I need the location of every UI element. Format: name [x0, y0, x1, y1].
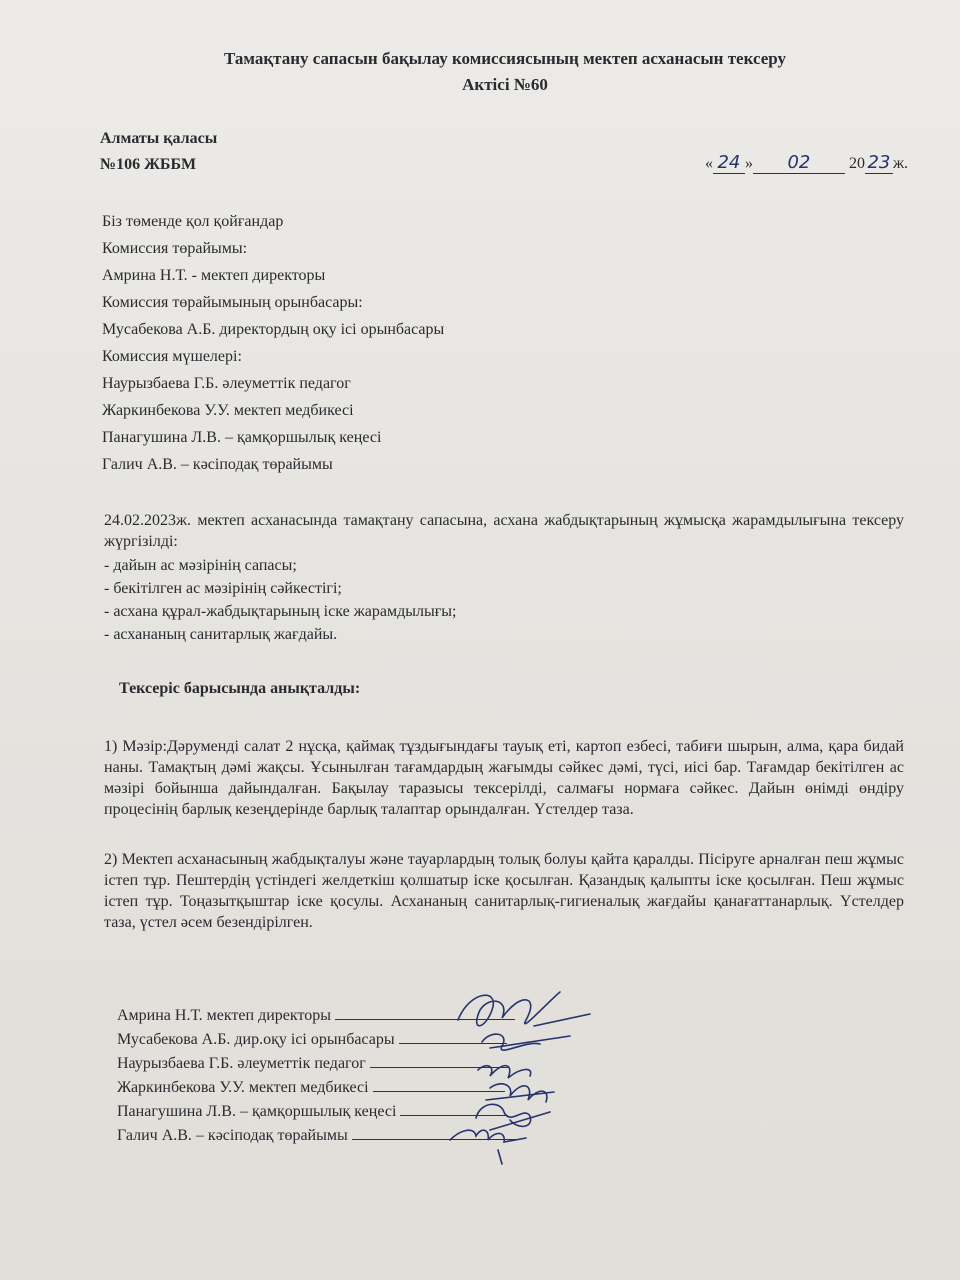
- commission-line: Комиссия төрайымы:: [102, 240, 248, 257]
- city-label: Алматы қаласы: [100, 130, 218, 147]
- checklist: [104, 554, 456, 646]
- commission-line: Жаркинбекова У.У. мектеп медбикесі: [102, 402, 354, 419]
- signatory-name: Наурызбаева Г.Б. әлеуметтік педагог: [117, 1055, 366, 1072]
- checklist-item: - асхананың санитарлық жағдайы.: [104, 626, 338, 643]
- date-year-prefix: 20: [848, 155, 865, 172]
- findings-paragraph-2: 2) Мектеп асханасының жабдықталуы және тауарлардың толық болуы қайта қаралды. Пісіруге арналған пеш жұмыс істеп тұр. Пештердің үстіндегі желдеткіш қолшатыр іске қосылған. Қазандық қалыпты іске қосылған. Пеш жұмыс істеп тұр. Тоңазытқыштар іске қосулы. Асхананың санитарлық-гигиеналық жағдайы қанағаттанарлық. Үстелдер таза, үстел әсем безендірілген.: [104, 851, 904, 931]
- commission-line: Комиссия төрайымының орынбасары:: [102, 294, 363, 311]
- checklist-item: - бекітілген ас мәзірінің сәйкестігі;: [104, 580, 342, 597]
- commission-line: Панагушина Л.В. – қамқоршылық кеңесі: [102, 429, 382, 446]
- commission-line: Амрина Н.Т. - мектеп директоры: [102, 267, 326, 284]
- title-line-1: Тамақтану сапасын бақылау комиссиясының мектеп асханасын тексеру: [223, 49, 786, 68]
- commission-line: Біз төменде қол қойғандар: [102, 213, 284, 230]
- date-suffix: ж.: [892, 155, 908, 172]
- commission-line: Галич А.В. – кәсіподақ төрайымы: [102, 456, 333, 473]
- document-title: [0, 46, 960, 98]
- signatory-name: Панагушина Л.В. – қамқоршылық кеңесі: [117, 1103, 397, 1120]
- signatory-name: Мусабекова А.Б. дир.оқу ісі орынбасары: [117, 1031, 395, 1048]
- commission-list: [102, 208, 444, 478]
- checklist-item: - асхана құрал-жабдықтарының іске жарамдылығы;: [104, 603, 457, 620]
- title-line-2: Актісі №60: [462, 75, 548, 94]
- findings-paragraph-1: 1) Мәзір:Дәруменді салат 2 нұсқа, қаймақ тұздығындағы тауық еті, картоп езбесі, табиғи шырын, алма, қара бидай наны. Тамақтың дәмі жақсы. Ұсынылған тағамдардың жағымды сәйкес дәмі, түсі, иісі бар. Тағамдар бекітілген ас мәзірі бойынша дайындалған. Бақылау таразысы тексерілді, салмағы нормаға сәйкес. Дайын өнімді өндіру процесінің барлық кезеңдерінде барлық талаптар орындалған. Үстелдер таза.: [104, 738, 904, 818]
- date-month: 02: [753, 152, 845, 174]
- date-day: 24: [713, 152, 745, 174]
- handwritten-signatures: [430, 980, 610, 1170]
- findings-heading: Тексеріс барысында анықталды:: [119, 680, 361, 697]
- commission-line: Наурызбаева Г.Б. әлеуметтік педагог: [102, 375, 351, 392]
- date-year-suffix: 23: [865, 152, 893, 174]
- signatory-name: Амрина Н.Т. мектеп директоры: [117, 1007, 331, 1024]
- signatory-name: Галич А.В. – кәсіподақ төрайымы: [117, 1127, 348, 1144]
- commission-line: Мусабекова А.Б. директордың оқу ісі орынбасары: [102, 321, 445, 338]
- intro-paragraph: 24.02.2023ж. мектеп асханасында тамақтану сапасына, асхана жабдықтарының жұмысқа жарамдылығына тексеру жүргізілді:: [104, 512, 904, 550]
- school-label: №106 ЖББМ: [100, 156, 197, 173]
- document-date: [705, 152, 908, 174]
- checklist-item: - дайын ас мәзірінің сапасы;: [104, 557, 297, 574]
- commission-line: Комиссия мүшелері:: [102, 348, 242, 365]
- signatory-name: Жаркинбекова У.У. мектеп медбикесі: [117, 1079, 369, 1096]
- date-open-quote: «: [704, 155, 713, 172]
- date-close-quote: »: [744, 155, 753, 172]
